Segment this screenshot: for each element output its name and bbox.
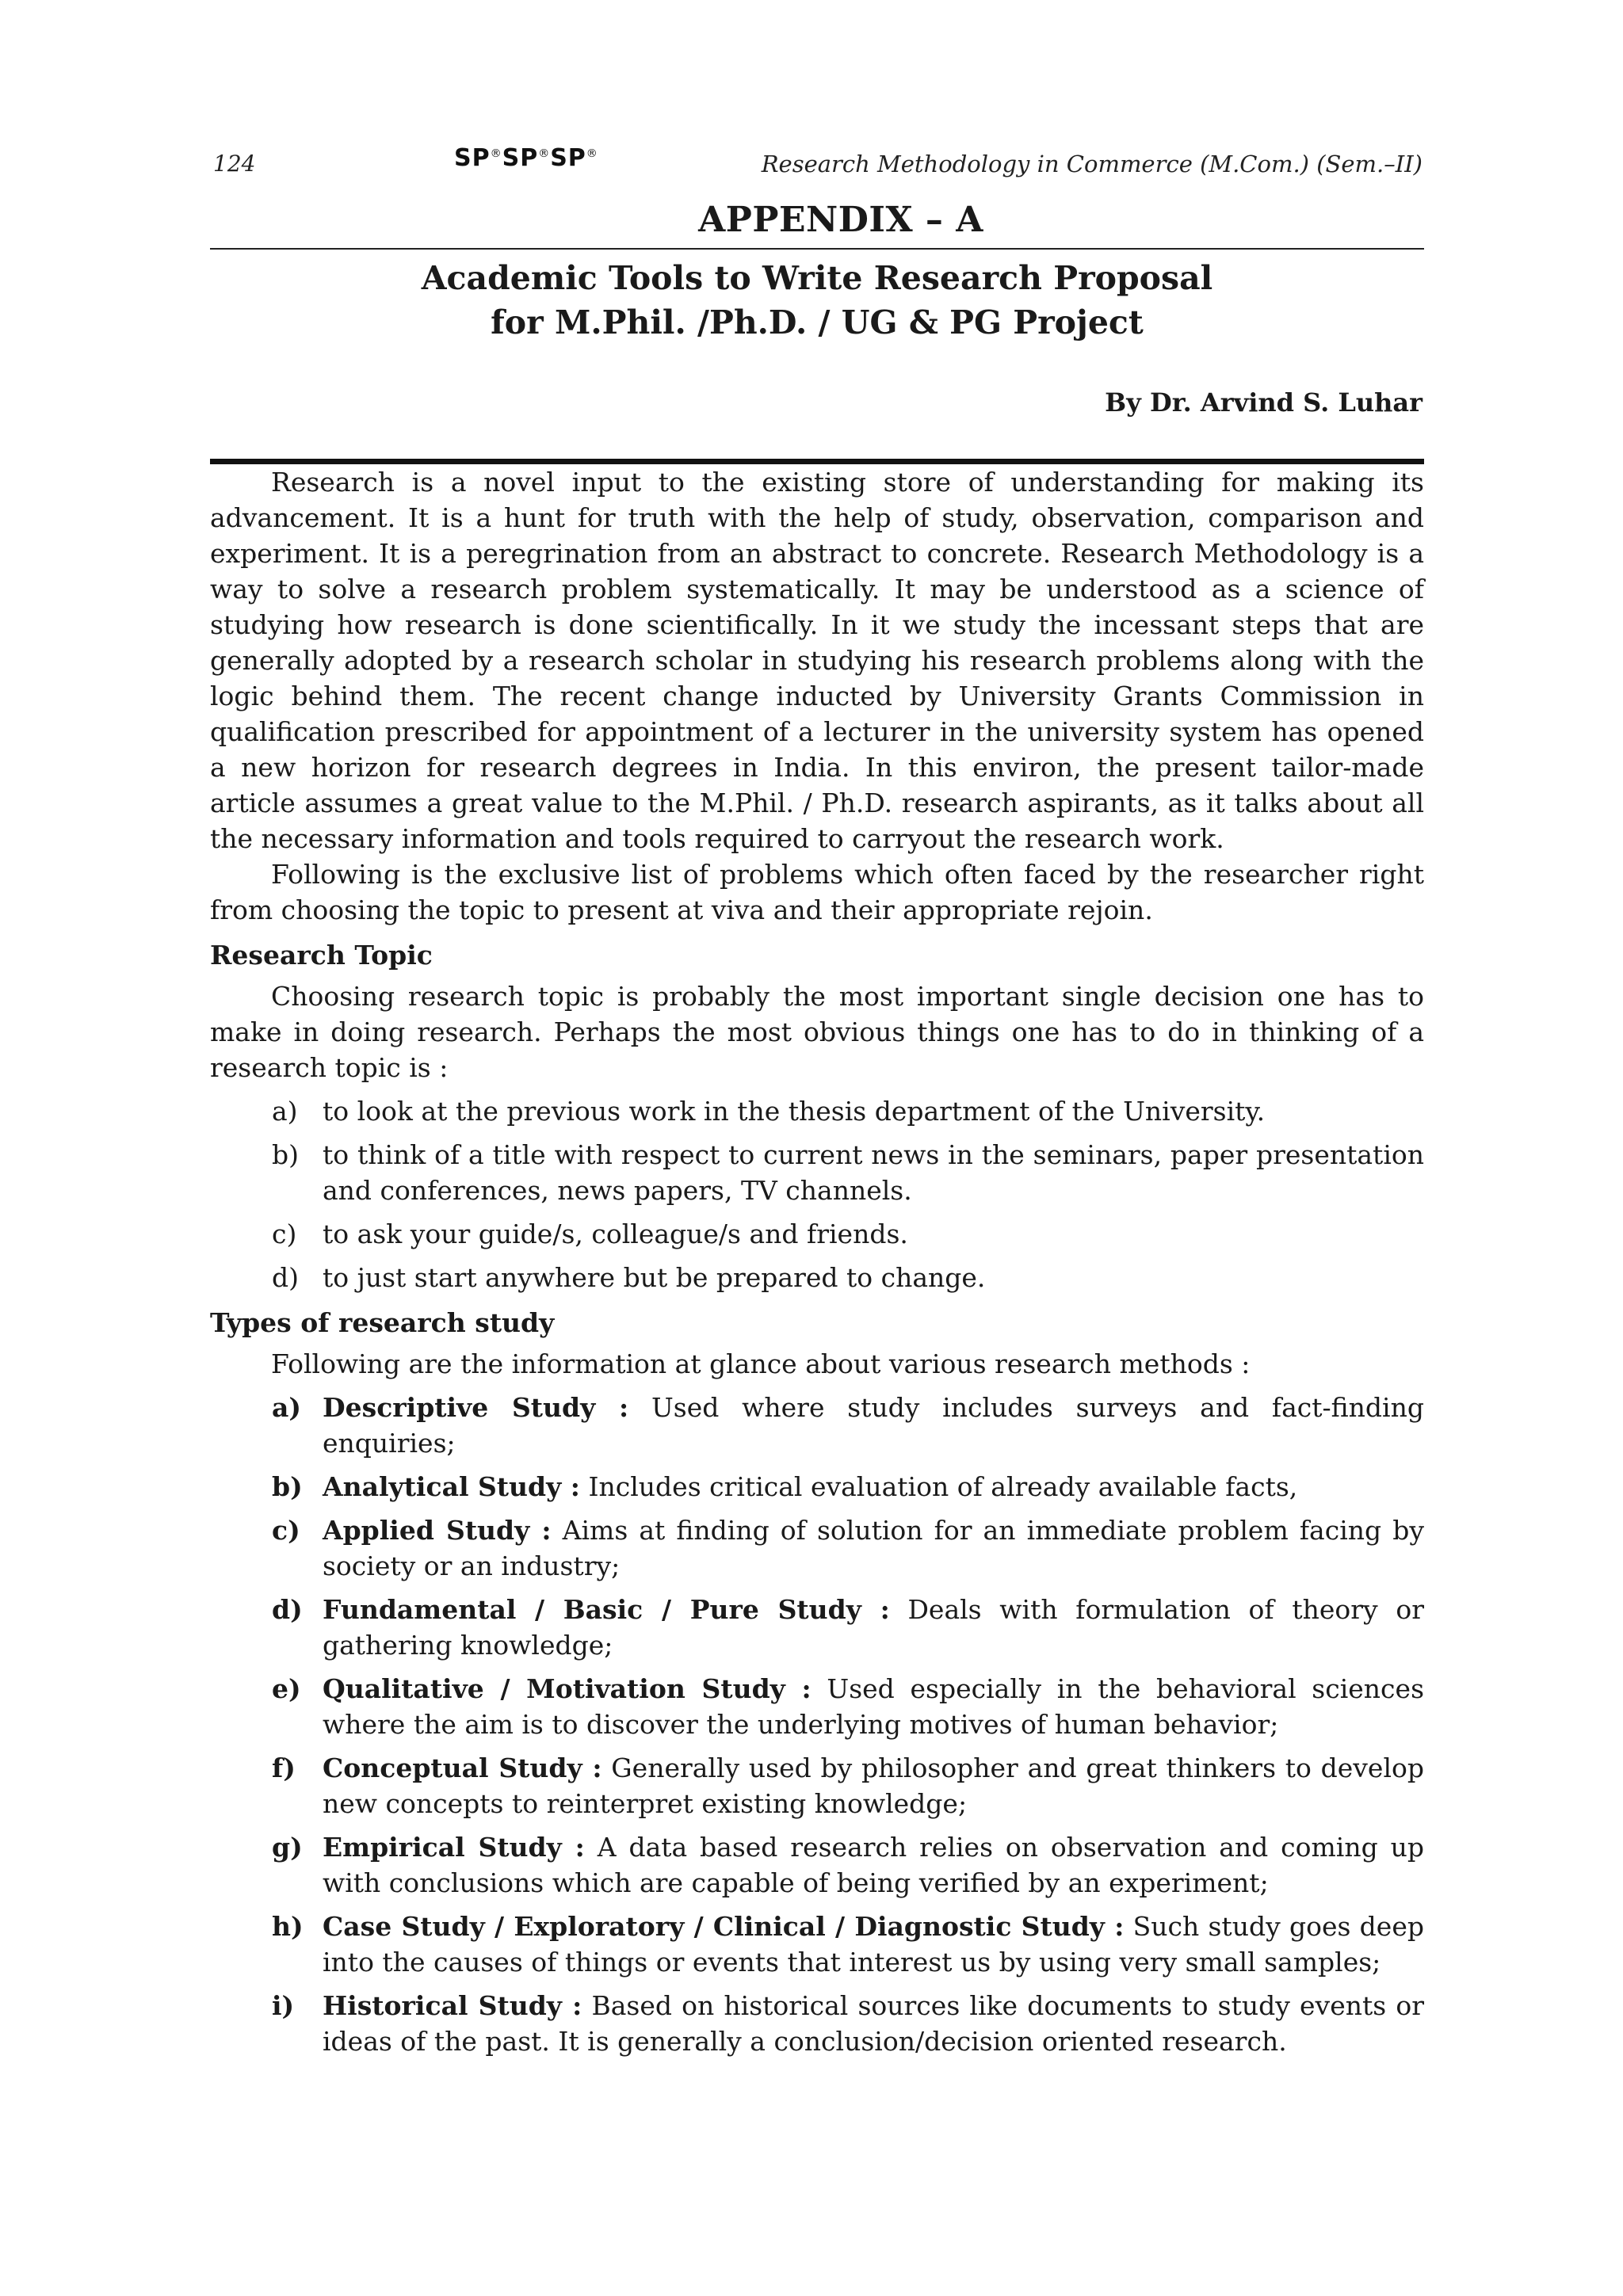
study-term: Analytical Study : [323,1471,580,1502]
list-marker: a) [272,1392,301,1423]
publisher-logo: SP®SP®SP® [454,144,598,172]
title-line-2: for M.Phil. /Ph.D. / UG & PG Project [491,303,1144,341]
list-marker: a) [272,1096,298,1127]
author-byline: By Dr. Arvind S. Luhar [1105,387,1423,418]
types-of-study-list [210,1390,1424,2059]
intro-paragraph-2: Following is the exclusive list of problems which often faced by the researcher right from choosing the topic to present at viva and their appropriate rejoin. [210,859,1424,925]
title-line-1: Academic Tools to Write Research Proposal [421,259,1213,297]
list-marker: c) [272,1219,297,1249]
section-heading-types-of-study: Types of research study [210,1307,555,1338]
study-description: Deals with formulation of theory or gathering knowledge; [323,1594,1424,1661]
list-marker: b) [272,1471,303,1502]
list-item [210,1093,1424,1129]
study-term: Empirical Study : [323,1832,585,1863]
list-item-text: to think of a title with respect to current news in the seminars, paper presentation and conferences, news papers, TV channels. [323,1139,1424,1206]
study-description: Such study goes deep into the causes of things or events that interest us by using very small samples; [323,1911,1424,1978]
study-description: Used especially in the behavioral sciences where the aim is to discover the underlying motives of human behavior; [323,1673,1425,1740]
study-term: Case Study / Exploratory / Clinical / Diagnostic Study : [323,1911,1125,1942]
list-marker: c) [272,1515,300,1546]
list-item [210,1829,1424,1901]
study-description: A data based research relies on observation and coming up with conclusions which are capable of being verified by an experiment; [323,1832,1424,1898]
list-item [210,1216,1424,1252]
list-item [210,1592,1424,1663]
list-item [210,1512,1424,1584]
list-marker: g) [272,1832,303,1863]
list-marker: d) [272,1262,299,1293]
study-description: Based on historical sources like documents to study events or ideas of the past. It is generally a conclusion/decision oriented research. [323,1990,1424,2057]
section-heading-research-topic: Research Topic [210,940,433,971]
study-description: Aims at finding of solution for an immediate problem facing by society or an industry; [323,1515,1424,1581]
list-item [210,1137,1424,1208]
list-item-text: to ask your guide/s, colleague/s and friends. [323,1219,908,1249]
book-title: Research Methodology in Commerce (M.Com.) (Sem.–II) [761,151,1423,177]
study-description: Used where study includes surveys and fact-finding enquiries; [323,1392,1424,1459]
study-term: Historical Study : [323,1990,582,2021]
list-item [210,1469,1424,1505]
list-item [210,1750,1424,1821]
study-description: Includes critical evaluation of already available facts, [579,1471,1298,1502]
study-description: Generally used by philosopher and great thinkers to develop new concepts to reinterpret existing knowledge; [323,1753,1424,1819]
document-page [210,143,1424,2067]
study-term: Qualitative / Motivation Study : [323,1673,812,1704]
list-item [210,1260,1424,1295]
list-marker: h) [272,1911,304,1942]
appendix-label: APPENDIX – A [698,200,983,240]
list-item [210,1390,1424,1461]
list-item [210,1988,1424,2059]
list-marker: i) [272,1990,295,2021]
running-header [210,143,1424,190]
study-term: Fundamental / Basic / Pure Study : [323,1594,890,1625]
title-divider [210,248,1424,250]
list-item [210,1909,1424,1980]
list-item [210,1671,1424,1742]
study-term: Applied Study : [323,1515,552,1546]
article-body [210,464,1424,2059]
research-topic-list [210,1093,1424,1295]
types-of-study-intro: Following are the information at glance about various research methods : [271,1348,1251,1379]
list-marker: e) [272,1673,301,1704]
study-term: Descriptive Study : [323,1392,629,1423]
list-marker: f) [272,1753,296,1783]
study-term: Conceptual Study : [323,1753,602,1783]
header-rule [210,459,1424,464]
document-title [210,256,1424,345]
research-topic-intro: Choosing research topic is probably the most important single decision one has to make in doing research. Perhaps the most obvious things one has to do in thinking of a research topic is : [210,981,1424,1083]
page-number: 124 [213,151,256,177]
intro-paragraph-1: Research is a novel input to the existing store of understanding for making its advancement. It is a hunt for truth with the help of study, observation, comparison and experiment. It is a peregrination from an abstract to concrete. Research Methodology is a way to solve a research problem systematically. It may be understood as a science of studying how research is done scientifically. In it we study the incessant steps that are generally adopted by a research scholar in studying his research problems along with the logic behind them. The recent change inducted by University Grants Commission in qualification prescribed for appointment of a lecturer in the university system has opened a new horizon for research degrees in India. In this environ, the present tailor-made article assumes a great value to the M.Phil. / Ph.D. research aspirants, as it talks about all the necessary information and tools required to carryout the research work. [210,467,1424,854]
list-item-text: to look at the previous work in the thesis department of the University. [323,1096,1266,1127]
list-item-text: to just start anywhere but be prepared to change. [323,1262,986,1293]
list-marker: b) [272,1139,299,1170]
list-marker: d) [272,1594,303,1625]
